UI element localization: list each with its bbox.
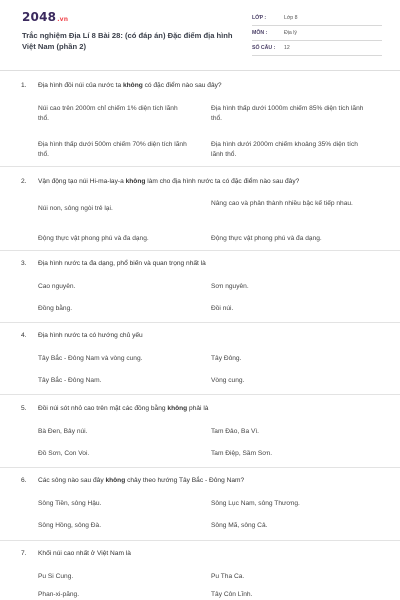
question bbox=[0, 260, 400, 312]
question-text: Địa hình đồi núi của nước ta không có đặc điểm nào sau đây? bbox=[38, 82, 222, 89]
header bbox=[0, 0, 400, 66]
question-divider bbox=[0, 250, 400, 251]
answer-option[interactable]: Núi non, sông ngòi trẻ lại. bbox=[38, 205, 113, 212]
answer-option[interactable]: Sông Hồng, sông Đà. bbox=[38, 522, 102, 529]
meta-value: Lớp 8 bbox=[284, 15, 298, 21]
answer-option[interactable]: Sông Tiền, sông Hậu. bbox=[38, 500, 102, 507]
question-text: Đồi núi sót nhỏ cao trên mặt các đồng bằng không phải là bbox=[38, 405, 209, 412]
meta-key: SỐ CÂU : bbox=[252, 45, 276, 51]
logo-suffix: .vn bbox=[57, 16, 69, 23]
answer-option[interactable]: Phan-xi-păng. bbox=[38, 591, 80, 598]
meta-row-count bbox=[252, 42, 382, 56]
meta-value: 12 bbox=[284, 45, 290, 51]
meta-row-grade bbox=[252, 12, 382, 26]
question-divider bbox=[0, 540, 400, 541]
answer-option[interactable]: Nâng cao và phân thành nhiều bậc kế tiếp nhau. bbox=[211, 200, 353, 207]
answer-option[interactable]: Tam Đảo, Ba Vì. bbox=[211, 428, 260, 435]
answer-option[interactable]: Địa hình dưới 2000m chiếm khoảng 35% diện tích lãnh thổ. bbox=[211, 141, 358, 158]
question bbox=[0, 550, 400, 598]
question-text: Địa hình nước ta có hướng chủ yếu bbox=[38, 332, 143, 339]
answer-option[interactable]: Pu Tha Ca. bbox=[211, 573, 245, 580]
answer-option[interactable]: Động thực vật phong phú và đa dạng. bbox=[38, 235, 149, 242]
question-number: 3. bbox=[21, 260, 27, 267]
question-number: 1. bbox=[21, 82, 27, 89]
question-number: 6. bbox=[21, 477, 27, 484]
site-logo[interactable] bbox=[22, 10, 68, 24]
question-text: Khối núi cao nhất ở Việt Nam là bbox=[38, 550, 131, 557]
answer-option[interactable]: Địa hình thấp dưới 1000m chiếm 85% diện tích lãnh thổ. bbox=[211, 105, 364, 122]
meta-value: Địa lý bbox=[284, 30, 297, 36]
answer-option[interactable]: Đồ Sơn, Con Voi. bbox=[38, 450, 90, 457]
answer-option[interactable]: Sông Mã, sông Cả. bbox=[211, 522, 268, 529]
question-text: Địa hình nước ta đa dạng, phổ biến và quan trọng nhất là bbox=[38, 260, 206, 267]
question-number: 4. bbox=[21, 332, 27, 339]
answer-option[interactable]: Vòng cung. bbox=[211, 377, 245, 384]
answer-option[interactable]: Tây Bắc - Đông Nam và vòng cung. bbox=[38, 355, 143, 362]
question-text: Vận động tạo núi Hi-ma-lay-a không làm cho địa hình nước ta có đặc điểm nào sau đây? bbox=[38, 178, 300, 185]
answer-option[interactable]: Núi cao trên 2000m chỉ chiếm 1% diện tích lãnh thổ. bbox=[38, 105, 178, 122]
question bbox=[0, 405, 400, 457]
answer-option[interactable]: Tây Côn Lĩnh. bbox=[211, 591, 253, 598]
question-divider bbox=[0, 467, 400, 468]
answer-option[interactable]: Địa hình thấp dưới 500m chiếm 70% diện tích lãnh thổ. bbox=[38, 141, 187, 158]
meta-key: LỚP : bbox=[252, 15, 267, 21]
logo-main: 2048 bbox=[22, 10, 57, 24]
answer-option[interactable]: Tây Bắc - Đông Nam. bbox=[38, 377, 102, 384]
answer-option[interactable]: Động thực vật phong phú và đa dạng. bbox=[211, 235, 322, 242]
question-text: Các sông nào sau đây không chảy theo hướng Tây Bắc - Đông Nam? bbox=[38, 477, 245, 484]
answer-option[interactable]: Sơn nguyên. bbox=[211, 283, 249, 290]
answer-option[interactable]: Bà Đen, Bảy núi. bbox=[38, 428, 88, 435]
question-number: 7. bbox=[21, 550, 27, 557]
answer-option[interactable]: Pu Si Cung. bbox=[38, 573, 74, 580]
quiz-meta bbox=[252, 12, 382, 56]
answer-option[interactable]: Đồi núi. bbox=[211, 305, 234, 312]
page-title: Trắc nghiệm Địa Lí 8 Bài 28: (có đáp án) Đặc điểm địa hình Việt Nam (phần 2) bbox=[22, 31, 233, 51]
meta-row-subject bbox=[252, 27, 382, 41]
question bbox=[0, 178, 400, 242]
answer-option[interactable]: Đồng bằng. bbox=[38, 305, 73, 312]
question bbox=[0, 332, 400, 384]
question-number: 2. bbox=[21, 178, 27, 185]
answer-option[interactable]: Tam Điệp, Sầm Sơn. bbox=[211, 450, 273, 457]
question-number: 5. bbox=[21, 405, 27, 412]
meta-key: MÔN : bbox=[252, 30, 268, 36]
answer-option[interactable]: Cao nguyên. bbox=[38, 283, 76, 290]
question-divider bbox=[0, 394, 400, 395]
question-divider bbox=[0, 166, 400, 167]
answer-option[interactable]: Tây Đông. bbox=[211, 355, 242, 362]
question bbox=[0, 82, 400, 158]
answer-option[interactable]: Sông Lục Nam, sông Thương. bbox=[211, 500, 300, 507]
question-divider bbox=[0, 322, 400, 323]
question bbox=[0, 477, 400, 529]
header-divider bbox=[0, 70, 400, 71]
